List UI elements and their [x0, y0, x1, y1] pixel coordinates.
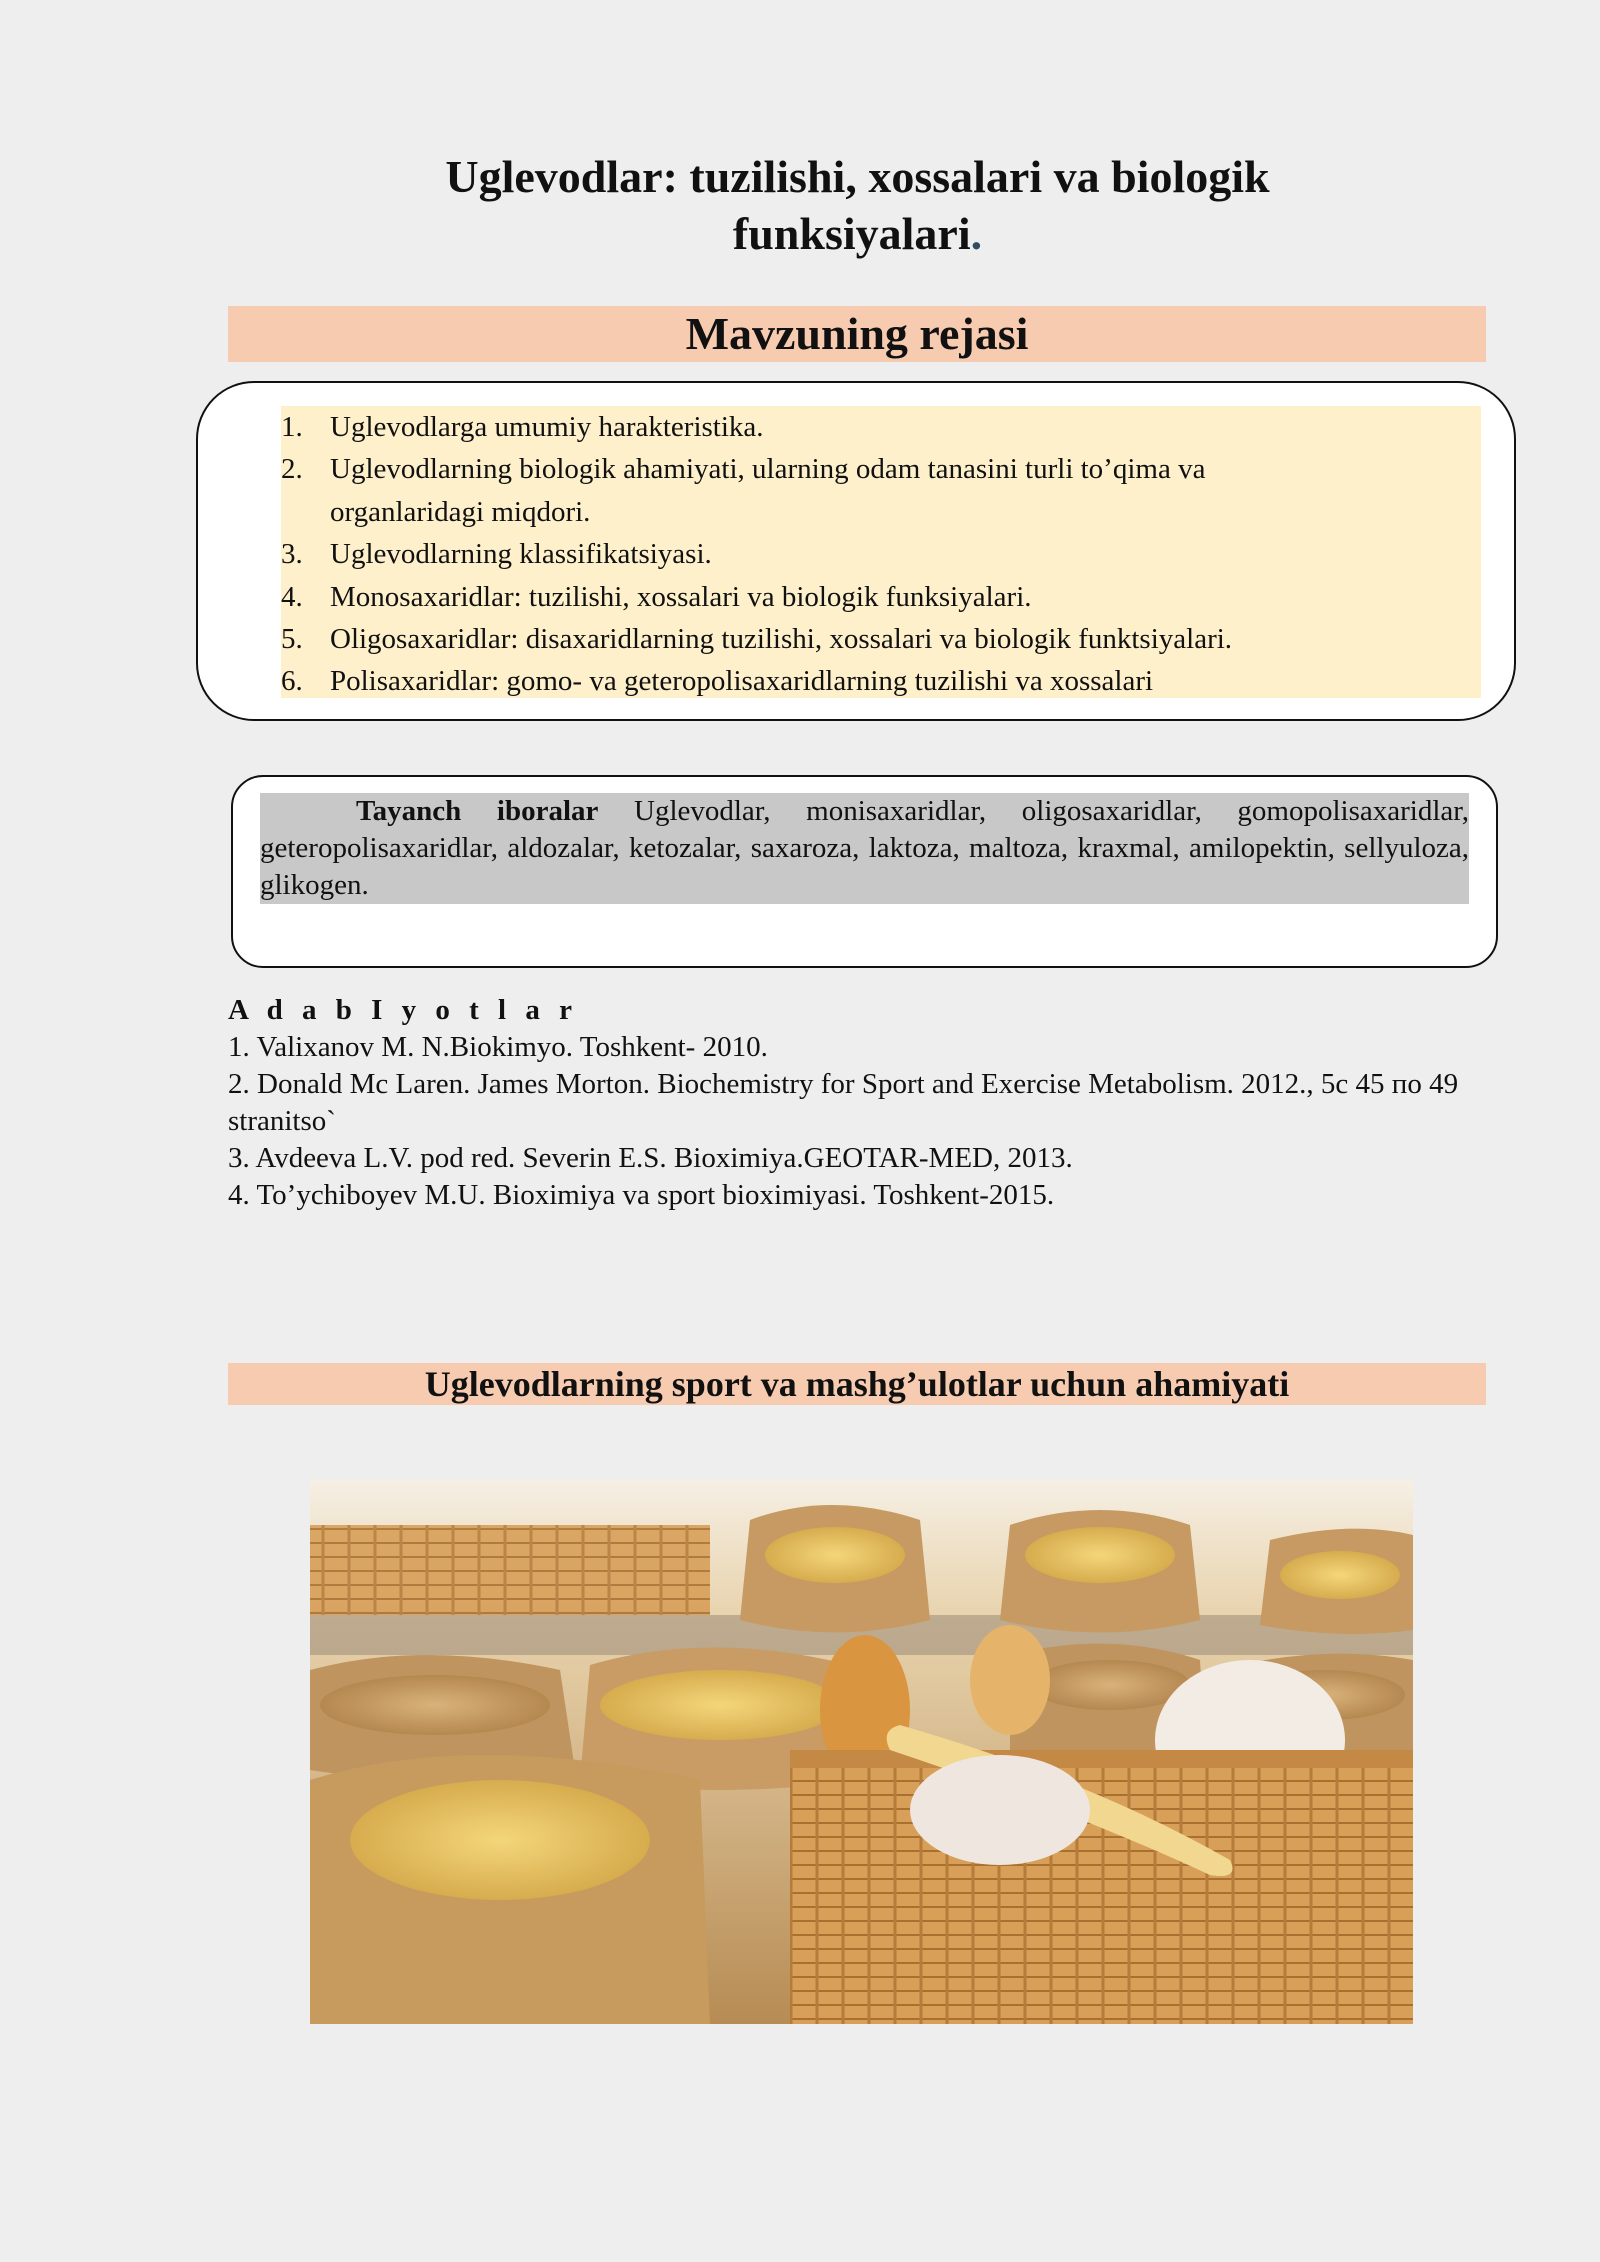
plan-item-number: 4.	[281, 580, 303, 613]
reference-item: 2. Donald Mc Laren. James Morton. Biochemistry for Sport and Exercise Metabolism. 2012., 5c 45 по 49 stranitso`	[228, 1068, 1459, 1137]
plan-item	[281, 406, 1481, 448]
title-line-2: funksiyalari	[732, 208, 971, 259]
document-title	[330, 148, 1385, 262]
keywords-paragraph	[260, 793, 1469, 904]
food-photo-illustration	[310, 1480, 1413, 2024]
reference-item: 4. To’ychiboyev M.U. Bioximiya va sport bioximiyasi. Toshkent-2015.	[228, 1179, 1055, 1211]
plan-item	[281, 533, 1481, 575]
plan-item-text: Monosaxaridlar: tuzilishi, xossalari va biologik funksiyalari.	[330, 580, 1032, 613]
keywords-text: Uglevodlar, monisaxaridlar, oligosaxaridlar, gomopolisaxaridlar, geteropolisaxaridlar, aldozalar, ketozalar, saxaroza, laktoza, maltoza, kraxmal, amilopektin, sellyuloza, glikogen.	[260, 795, 1470, 901]
title-dot: .	[970, 208, 983, 259]
plan-item-text: Uglevodlarning klassifikatsiyasi.	[330, 538, 712, 571]
plan-item-text: Uglevodlarga umumiy harakteristika.	[330, 411, 764, 443]
keywords-label: Tayanch iboralar	[356, 795, 599, 827]
reference-item: 1. Valixanov M. N.Biokimyo. Toshkent- 2010.	[228, 1031, 768, 1063]
plan-item-number: 2.	[281, 453, 303, 486]
plan-item-text: Uglevodlarning biologik ahamiyati, ularning odam tanasini turli to’qima va organlaridagi miqdori.	[330, 453, 1206, 528]
food-photo	[310, 1480, 1413, 2024]
references-heading: A d a b I y o t l a r	[228, 994, 578, 1026]
plan-list	[281, 406, 1481, 698]
sport-section-heading: Uglevodlarning sport va mashg’ulotlar uchun ahamiyati	[228, 1363, 1486, 1405]
reference-item: 3. Avdeeva L.V. pod red. Severin E.S. Bioximiya.GEOTAR-MED, 2013.	[228, 1142, 1073, 1174]
title-line-1: Uglevodlar: tuzilishi, xossalari va biologik	[445, 151, 1270, 202]
plan-item	[281, 660, 1481, 698]
plan-heading: Mavzuning rejasi	[228, 306, 1486, 362]
title-line-2-wrap	[330, 205, 1385, 262]
references-section	[228, 992, 1528, 1214]
plan-item-number: 1.	[281, 411, 303, 443]
plan-item-number: 6.	[281, 665, 303, 698]
plan-item	[281, 576, 1481, 618]
plan-item	[281, 448, 1481, 533]
plan-item-number: 3.	[281, 538, 303, 571]
plan-item-text: Oligosaxaridlar: disaxaridlarning tuzilishi, xossalari va biologik funktsiyalari.	[330, 623, 1233, 656]
plan-item-text: Polisaxaridlar: gomo- va geteropolisaxaridlarning tuzilishi va xossalari	[330, 665, 1154, 698]
plan-item-number: 5.	[281, 623, 303, 656]
plan-item	[281, 618, 1481, 660]
